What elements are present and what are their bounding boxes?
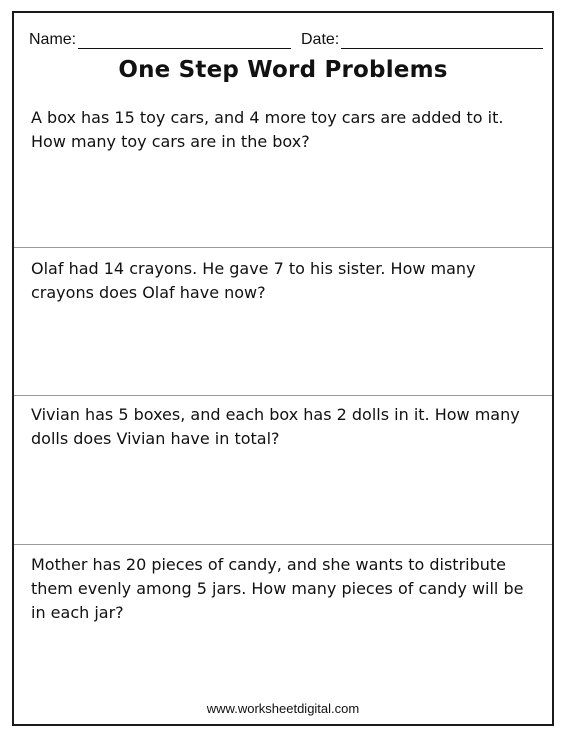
problem-text: Vivian has 5 boxes, and each box has 2 dolls in it. How many dolls does Vivian have in total? [31,405,520,448]
problem-text: A box has 15 toy cars, and 4 more toy cars are added to it. How many toy cars are in the box? [31,108,504,151]
problem-4 [14,553,552,625]
problem-3 [14,403,552,451]
footer-website: www.worksheetdigital.com [206,701,360,716]
problem-text: Mother has 20 pieces of candy, and she wants to distribute them evenly among 5 jars. How many pieces of candy will be in each jar? [31,555,524,622]
problem-text: Olaf had 14 crayons. He gave 7 to his sister. How many crayons does Olaf have now? [31,259,476,302]
divider [14,544,552,545]
header-fields [29,31,534,55]
date-label: Date: [301,31,340,48]
date-blank-line[interactable] [341,32,543,49]
worksheet-page [12,11,554,726]
page-title: One Step Word Problems [118,57,448,83]
date-field[interactable] [301,31,543,49]
name-blank-line[interactable] [78,32,291,49]
name-label: Name: [29,31,77,48]
name-field[interactable] [29,31,291,49]
problem-1 [14,106,552,154]
divider [14,247,552,248]
divider [14,395,552,396]
problem-2 [14,257,552,305]
